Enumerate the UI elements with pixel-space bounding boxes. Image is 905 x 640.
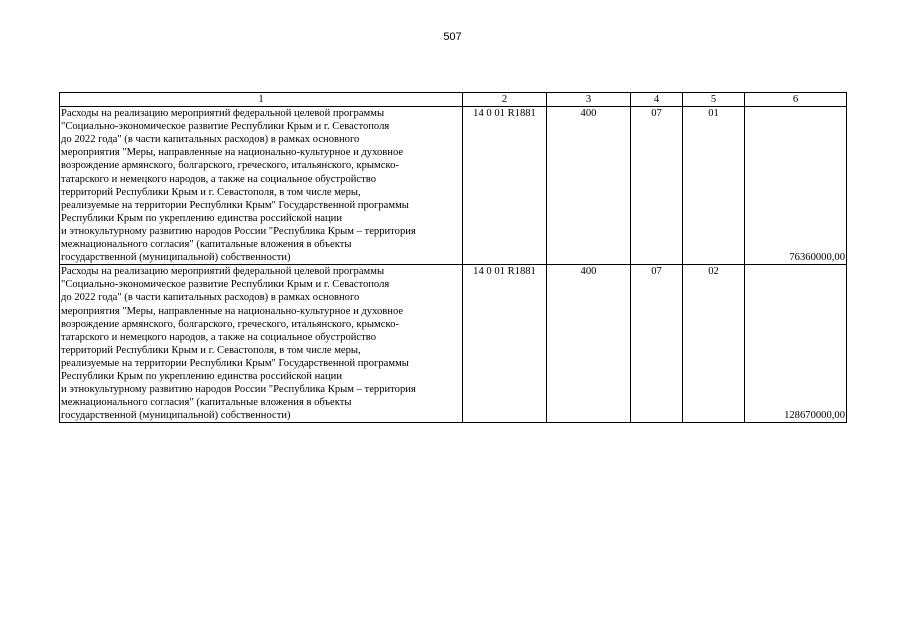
amount-value: 76360000,00 — [745, 107, 847, 265]
table-row — [60, 265, 847, 423]
section-code: 07 — [631, 265, 683, 423]
expense-description: Расходы на реализацию мероприятий федеральной целевой программы "Социально-экономическое развитие Республики Крым и г. Севастополя до 2022 года" (в части капитальных расходов) в рамках основного мероприятия "Меры, направленные на национально-культурное и духовное возрождение армянского, болгарского, греческого, итальянского, крымско- татарского и немецкого народов, а также на социальное обустройство территорий Республики Крым и г. Севастополя, в том числе меры, реализуемые на территории Республики Крым" Государственной программы Республики Крым по укреплению единства российской нации и этнокультурному развитию народов России "Республика Крым – территория межнационального согласия" (капитальные вложения в объекты государственной (муниципальной) собственности) — [60, 265, 463, 423]
expense-description: Расходы на реализацию мероприятий федеральной целевой программы "Социально-экономическое развитие Республики Крым и г. Севастополя до 2022 года" (в части капитальных расходов) в рамках основного мероприятия "Меры, направленные на национально-культурное и духовное возрождение армянского, болгарского, греческого, итальянского, крымско- татарского и немецкого народов, а также на социальное обустройство территорий Республики Крым и г. Севастополя, в том числе меры, реализуемые на территории Республики Крым" Государственной программы Республики Крым по укреплению единства российской нации и этнокультурному развитию народов России "Республика Крым – территория межнационального согласия" (капитальные вложения в объекты государственной (муниципальной) собственности) — [60, 107, 463, 265]
table-header-row — [60, 93, 847, 107]
budget-table — [59, 92, 847, 423]
expense-type-code: 400 — [547, 265, 631, 423]
amount-value: 128670000,00 — [745, 265, 847, 423]
column-header-3: 3 — [547, 93, 631, 107]
target-article-code: 14 0 01 R1881 — [463, 265, 547, 423]
subsection-code: 02 — [683, 265, 745, 423]
expense-type-code: 400 — [547, 107, 631, 265]
subsection-code: 01 — [683, 107, 745, 265]
column-header-2: 2 — [463, 93, 547, 107]
column-header-1: 1 — [60, 93, 463, 107]
section-code: 07 — [631, 107, 683, 265]
table-row — [60, 107, 847, 265]
target-article-code: 14 0 01 R1881 — [463, 107, 547, 265]
page-number: 507 — [443, 31, 462, 43]
column-header-6: 6 — [745, 93, 847, 107]
column-header-4: 4 — [631, 93, 683, 107]
column-header-5: 5 — [683, 93, 745, 107]
